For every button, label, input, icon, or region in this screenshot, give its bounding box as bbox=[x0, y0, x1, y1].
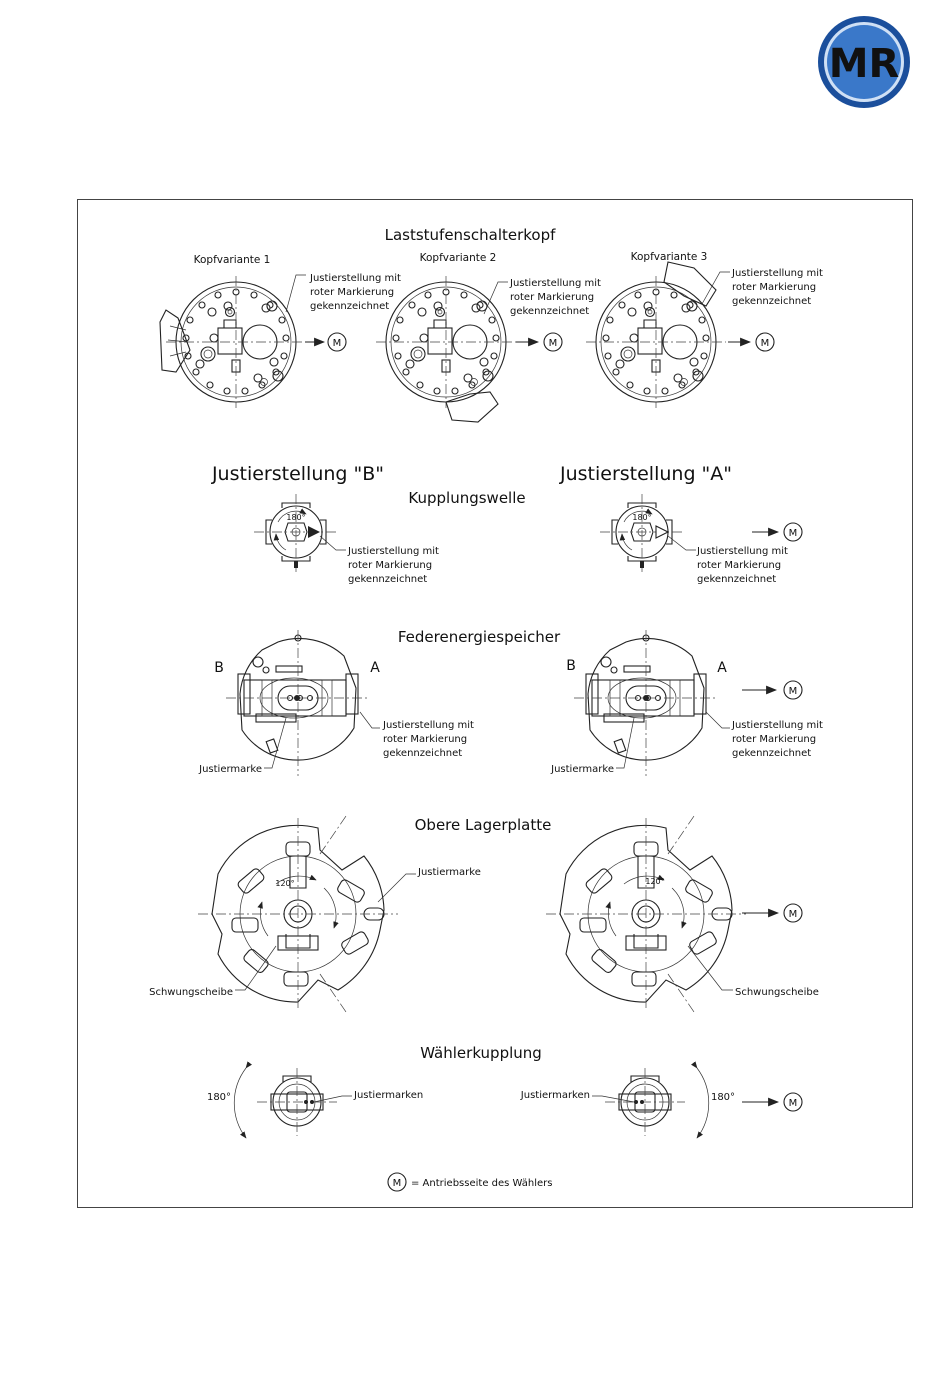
legend-text: = Antriebsseite des Wählers bbox=[411, 1178, 553, 1189]
variant3-note-line1: Justierstellung mit bbox=[732, 268, 823, 279]
plate-a-angle: 120° bbox=[645, 877, 665, 886]
variant1-note-line3: gekennzeichnet bbox=[310, 301, 390, 312]
motor-symbol-variant-1: M bbox=[332, 338, 342, 349]
variant1-note-line2: roter Markierung bbox=[310, 287, 395, 298]
label-kopfvariante-2: Kopfvariante 2 bbox=[419, 252, 497, 264]
shaft-b-angle: 180° bbox=[286, 513, 306, 522]
spring-a-note-line1: Justierstellung mit bbox=[732, 720, 823, 731]
selector-b-angle: 180° bbox=[206, 1092, 232, 1103]
spring-a-note-line2: roter Markierung bbox=[732, 734, 817, 745]
variant2-note-line2: roter Markierung bbox=[510, 292, 595, 303]
shaft-a-note-line2: roter Markierung bbox=[697, 560, 782, 571]
motor-symbol-variant-3: M bbox=[760, 338, 770, 349]
label-kopfvariante-1: Kopfvariante 1 bbox=[193, 254, 271, 266]
plate-position-b bbox=[198, 816, 398, 1012]
shaft-a-angle: 180° bbox=[632, 513, 652, 522]
spring-b-justiermarke: Justiermarke bbox=[199, 764, 262, 775]
selector-b-justiermarken: Justiermarken bbox=[354, 1090, 424, 1101]
motor-symbol-variant-2: M bbox=[548, 338, 558, 349]
spring-b-label-b: B bbox=[214, 660, 224, 676]
plate-b-schwungscheibe: Schwungscheibe bbox=[149, 987, 233, 998]
variant2-note-line1: Justierstellung mit bbox=[510, 278, 601, 289]
motor-symbol-plate: M bbox=[788, 909, 798, 920]
motor-symbol-selector: M bbox=[788, 1098, 798, 1109]
shaft-b-note-line3: gekennzeichnet bbox=[348, 574, 428, 585]
spring-a-label-a: A bbox=[717, 660, 727, 676]
plate-justiermarke: Justiermarke bbox=[418, 867, 481, 878]
shaft-position-b bbox=[254, 494, 338, 572]
shaft-b-note-line1: Justierstellung mit bbox=[348, 546, 439, 557]
logo-text: MR bbox=[828, 41, 900, 87]
head-variant-3 bbox=[586, 276, 726, 408]
selector-a-angle: 180° bbox=[710, 1092, 736, 1103]
heading-justierstellung-a: Justierstellung "A" bbox=[559, 463, 733, 485]
spring-position-b bbox=[226, 630, 370, 776]
title-obere-lagerplatte: Obere Lagerplatte bbox=[414, 816, 552, 834]
motor-symbol-shaft: M bbox=[788, 528, 798, 539]
shaft-position-a bbox=[600, 494, 684, 572]
shaft-a-note-line3: gekennzeichnet bbox=[697, 574, 777, 585]
title-kupplungswelle: Kupplungswelle bbox=[408, 489, 526, 507]
spring-b-note-line3: gekennzeichnet bbox=[383, 748, 463, 759]
motor-symbol-spring: M bbox=[788, 686, 798, 697]
title-federenergiespeicher: Federenergiespeicher bbox=[397, 628, 561, 646]
selector-a-justiermarken: Justiermarken bbox=[520, 1090, 590, 1101]
selector-coupling-b bbox=[257, 1068, 337, 1136]
variant3-note-line2: roter Markierung bbox=[732, 282, 817, 293]
spring-a-justiermarke: Justiermarke bbox=[551, 764, 614, 775]
variant2-note-line3: gekennzeichnet bbox=[510, 306, 590, 317]
shaft-b-note-line2: roter Markierung bbox=[348, 560, 433, 571]
plate-b-angle: 120° bbox=[275, 879, 295, 888]
spring-position-a bbox=[574, 630, 718, 776]
legend-motor-symbol: M bbox=[392, 1178, 402, 1189]
spring-a-label-b: B bbox=[566, 658, 576, 674]
title-waehlerkupplung: Wählerkupplung bbox=[420, 1044, 542, 1062]
spring-a-note-line3: gekennzeichnet bbox=[732, 748, 812, 759]
plate-a-schwungscheibe: Schwungscheibe bbox=[735, 987, 819, 998]
selector-coupling-a bbox=[605, 1068, 685, 1136]
variant3-note-line3: gekennzeichnet bbox=[732, 296, 812, 307]
variant1-note-line1: Justierstellung mit bbox=[310, 273, 401, 284]
shaft-a-note-line1: Justierstellung mit bbox=[697, 546, 788, 557]
spring-b-label-a: A bbox=[370, 660, 380, 676]
label-kopfvariante-3: Kopfvariante 3 bbox=[630, 251, 708, 263]
head-variant-2 bbox=[376, 276, 516, 408]
spring-b-note-line2: roter Markierung bbox=[383, 734, 468, 745]
heading-justierstellung-b: Justierstellung "B" bbox=[211, 463, 385, 485]
title-laststufenschalterkopf: Laststufenschalterkopf bbox=[384, 226, 556, 244]
spring-b-note-line1: Justierstellung mit bbox=[383, 720, 474, 731]
